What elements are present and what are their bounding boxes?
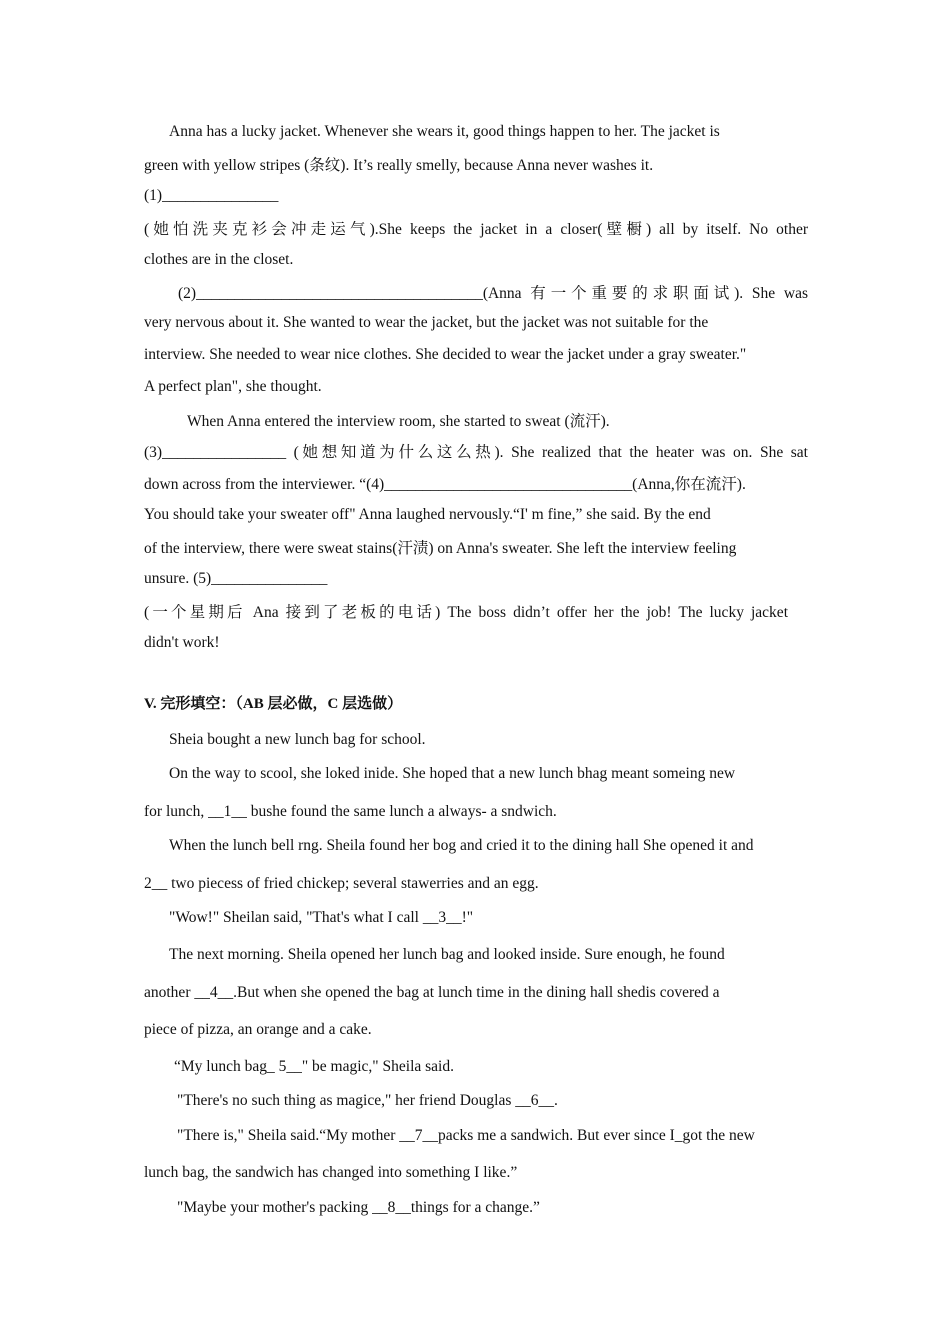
passage-line-16: (一个星期后 Ana 接到了老板的电话) The boss didn’t offer her the job! The lucky jacket	[144, 604, 788, 621]
passage-line-9: A perfect plan", she thought.	[144, 378, 322, 395]
passage-line-14: of the interview, there were sweat stains(汗渍) on Anna's sweater. She left the interview feeling	[144, 540, 737, 557]
cloze-line-9: piece of pizza, an orange and a cake.	[144, 1021, 372, 1038]
cloze-line-3: for lunch, __1__ bushe found the same lunch a always- a sndwich.	[144, 803, 557, 820]
cloze-line-14: "Maybe your mother's packing __8__things for a change.”	[177, 1199, 540, 1216]
cloze-line-11: "There's no such thing as magice," her friend Douglas __6__.	[177, 1092, 558, 1109]
cloze-line-4: When the lunch bell rng. Sheila found her bog and cried it to the dining hall She opened it and	[169, 837, 754, 854]
cloze-line-13: lunch bag, the sandwich has changed into something I like.”	[144, 1164, 518, 1181]
passage-line-10: When Anna entered the interview room, she started to sweat (流汗).	[187, 413, 610, 430]
cloze-line-5: 2__ two piecess of fried chickep; several stawerries and an egg.	[144, 875, 539, 892]
passage-line-4: (她怕洗夹克衫会冲走运气).She keeps the jacket in a closer(壁橱) all by itself. No other	[144, 221, 808, 238]
cloze-line-10: “My lunch bag_ 5__" be magic," Sheila said.	[174, 1058, 454, 1075]
passage-line-15: unsure. (5)_______________	[144, 570, 328, 587]
section-v-heading: V. 完形填空：（AB 层必做，C 层选做）	[144, 696, 403, 712]
passage-line-5: clothes are in the closet.	[144, 251, 294, 268]
passage-line-8: interview. She needed to wear nice clothes. She decided to wear the jacket under a gray sweater."	[144, 346, 747, 363]
cloze-line-6: "Wow!" Sheilan said, "That's what I call __3__!"	[169, 909, 474, 926]
passage-line-17: didn't work!	[144, 634, 220, 651]
passage-line-1: Anna has a lucky jacket. Whenever she wears it, good things happen to her. The jacket is	[169, 123, 720, 140]
cloze-line-7: The next morning. Sheila opened her lunch bag and looked inside. Sure enough, he found	[169, 946, 725, 963]
passage-line-7: very nervous about it. She wanted to wear the jacket, but the jacket was not suitable for the	[144, 314, 709, 331]
cloze-line-12: "There is," Sheila said.“My mother __7__packs me a sandwich. But ever since I_got the new	[177, 1127, 755, 1144]
passage-line-6: (2)_____________________________________(Anna 有一个重要的求职面试). She was	[178, 285, 808, 302]
passage-line-11: (3)________________ (她想知道为什么这么热). She realized that the heater was on. She sat	[144, 444, 808, 461]
passage-line-12: down across from the interviewer. “(4)________________________________(Anna,你在流汗).	[144, 476, 746, 493]
cloze-line-2: On the way to scool, she loked inide. She hoped that a new lunch bhag meant someing new	[169, 765, 736, 782]
passage-line-13: You should take your sweater off" Anna laughed nervously.“I' m fine,” she said. By the end	[144, 506, 711, 523]
passage-line-2: green with yellow stripes (条纹). It’s really smelly, because Anna never washes it.	[144, 157, 654, 174]
cloze-line-1: Sheia bought a new lunch bag for school.	[169, 731, 426, 748]
passage-blank-1: (1)_______________	[144, 187, 279, 204]
cloze-line-8: another __4__.But when she opened the bag at lunch time in the dining hall shedis covered a	[144, 984, 720, 1001]
